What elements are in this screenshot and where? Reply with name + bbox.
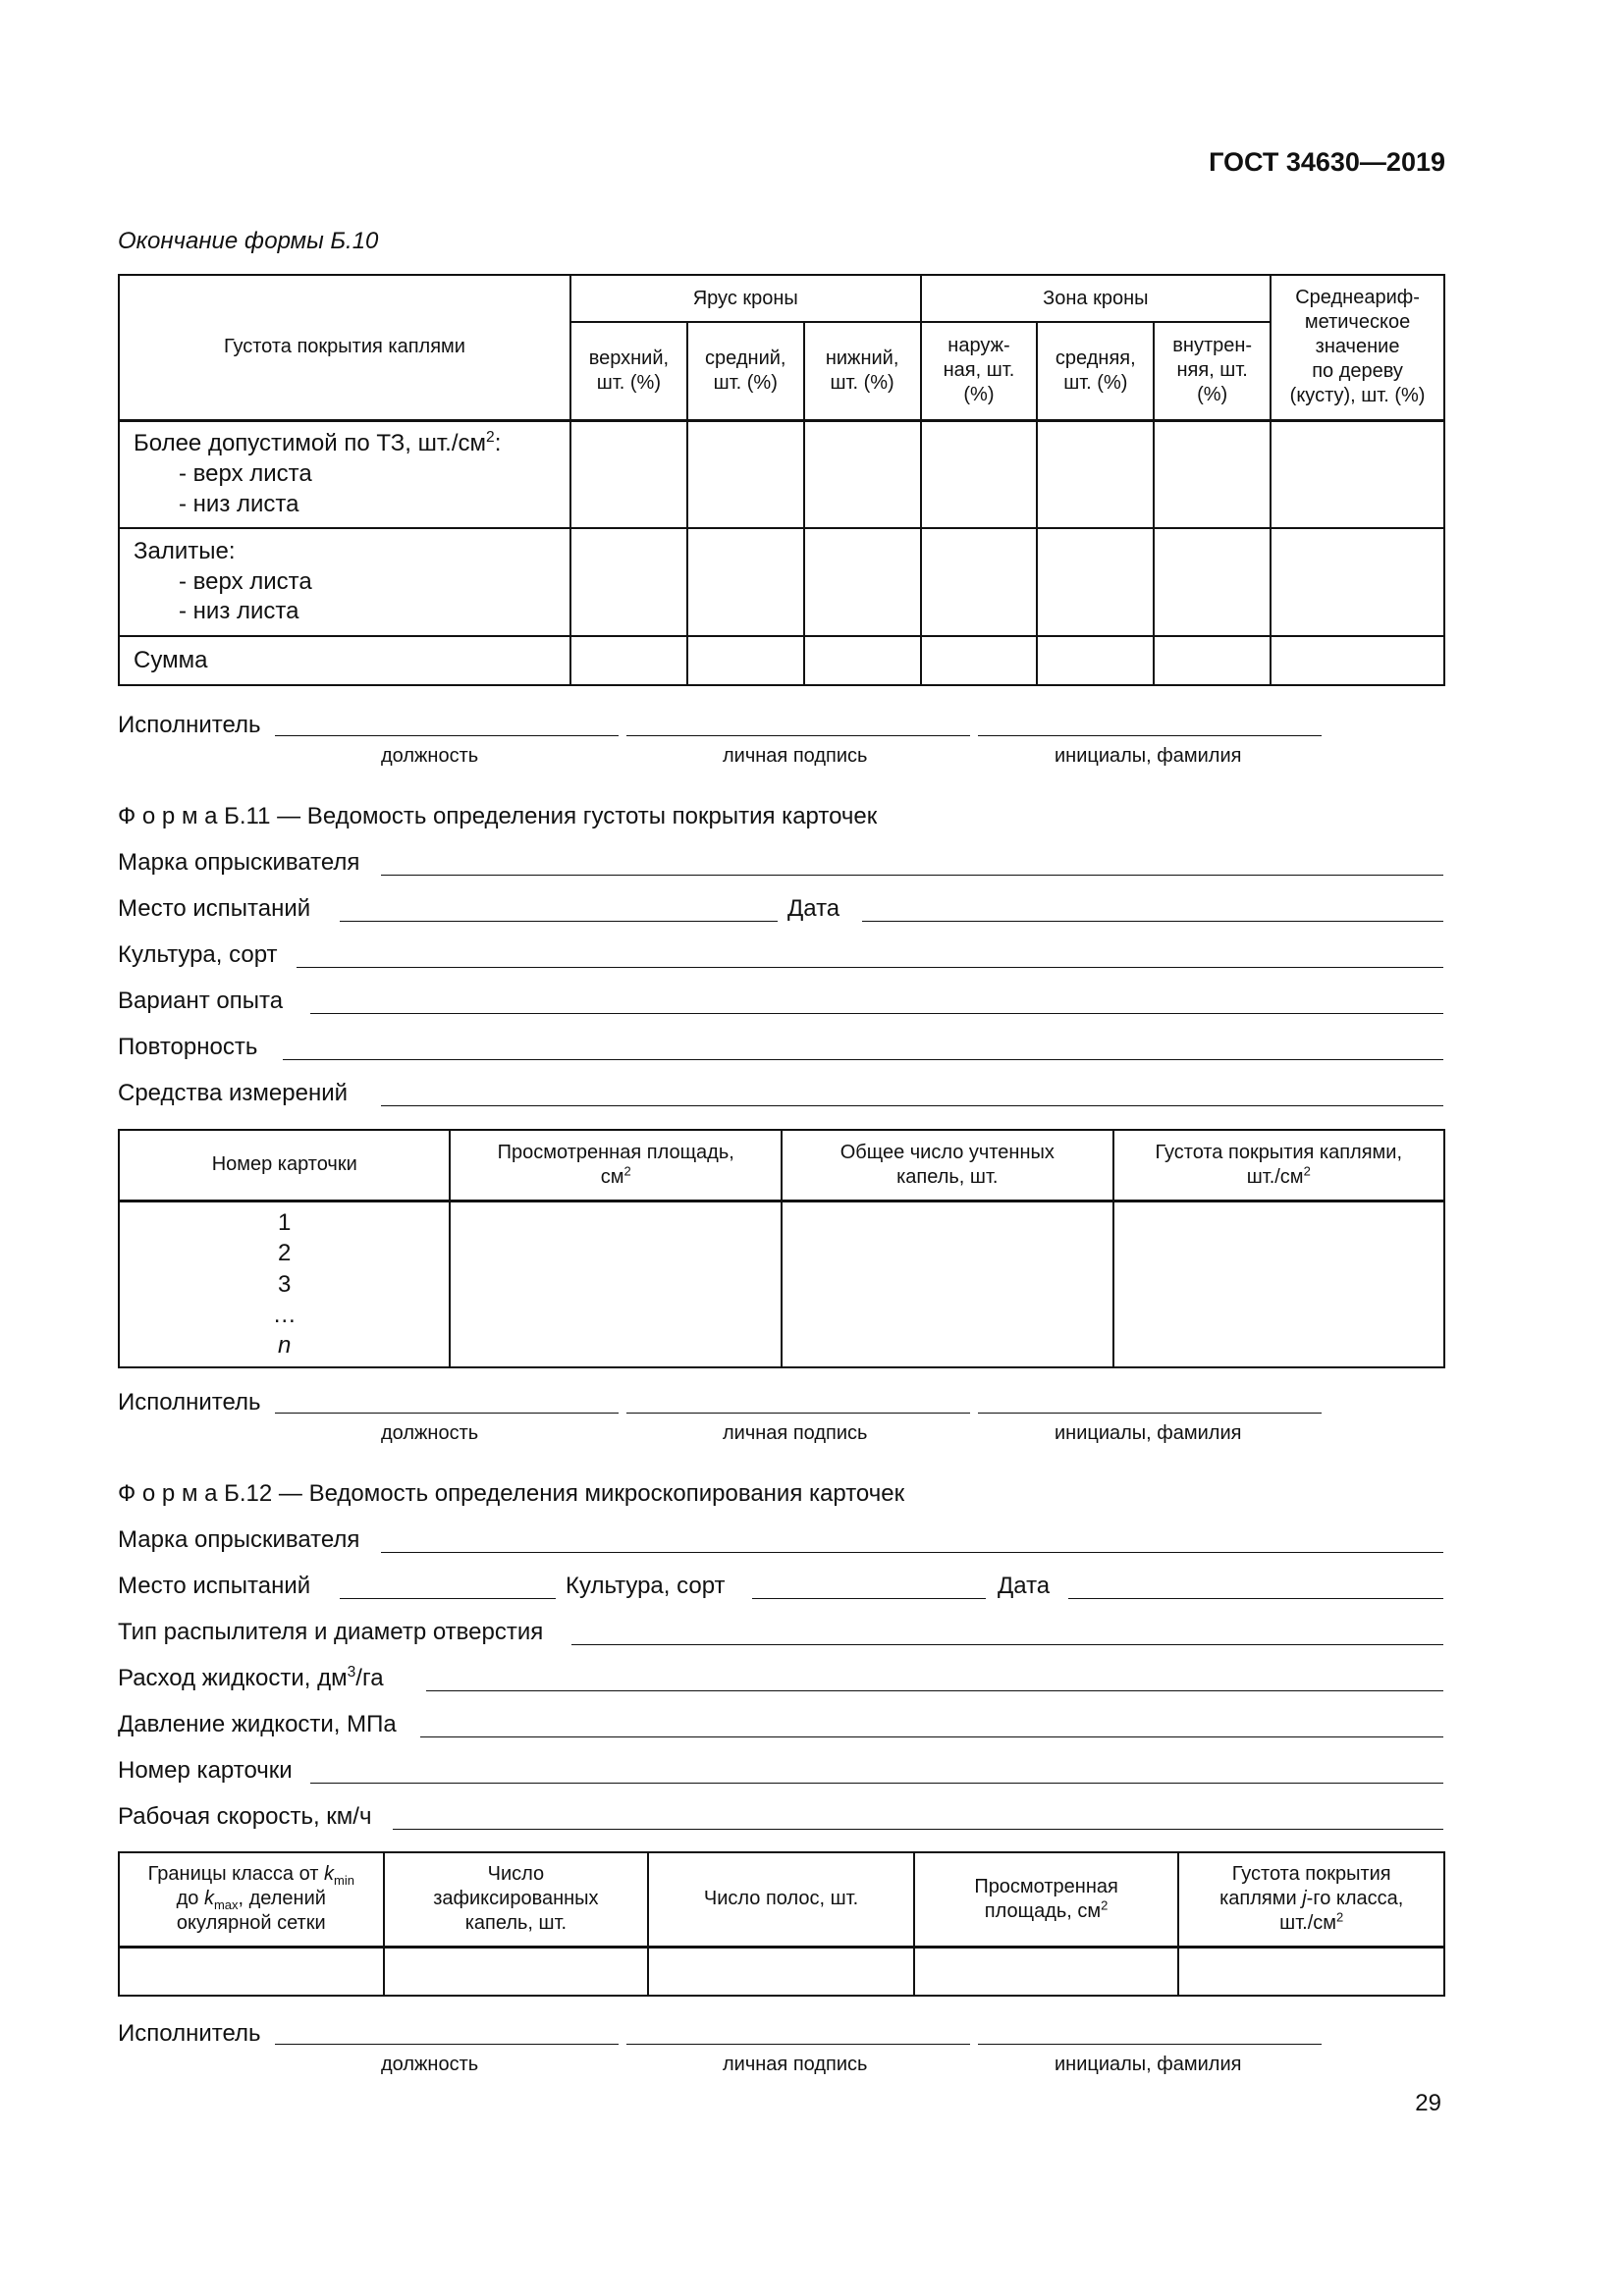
header-viewed-area: Просмотренная площадь, $см^2$ — [450, 1130, 782, 1201]
position-field[interactable] — [275, 1413, 619, 1414]
header-total-drops: Общее число учтенных капель, шт. — [782, 1130, 1112, 1201]
test-place-input[interactable] — [340, 1598, 556, 1599]
table-cell[interactable] — [1271, 420, 1444, 528]
table-cell[interactable] — [1178, 1947, 1444, 1996]
header-crown-zone: Зона кроны — [921, 275, 1272, 322]
table-cell[interactable] — [384, 1947, 649, 1996]
form-b12-title: Ф о р м а Б.12 — Ведомость определения микроскопирования карточек — [118, 1480, 905, 1507]
date-label: Дата — [787, 895, 840, 922]
culture-label: Культура, сорт — [566, 1573, 726, 1599]
table-cell[interactable] — [921, 528, 1038, 636]
repeat-input[interactable] — [283, 1059, 1443, 1060]
table-cell[interactable] — [570, 636, 687, 685]
table-cell[interactable] — [1037, 528, 1154, 636]
table-cell[interactable] — [1154, 636, 1271, 685]
header-class-bounds: Границы класса от $k_{min}$ до $k_{max}$, делений окулярной сетки — [119, 1852, 384, 1947]
header-class-density: Густота покрытия каплями j-го класса, $шт./см^2$ — [1178, 1852, 1444, 1947]
executor-label: Исполнитель — [118, 1389, 261, 1415]
card-number-label: Номер карточки — [118, 1757, 293, 1784]
nozzle-label: Тип распылителя и диаметр отверстия — [118, 1619, 544, 1645]
date-input[interactable] — [862, 921, 1443, 922]
table-cell[interactable] — [1037, 636, 1154, 685]
form-b10-continuation: Окончание формы Б.10 — [118, 228, 379, 254]
date-input[interactable] — [1068, 1598, 1443, 1599]
row-sum: Сумма — [119, 636, 570, 685]
header-mean-value: Среднеариф- метическое значение по дереву (кусту), шт. (%) — [1271, 275, 1444, 420]
card-number-input[interactable] — [310, 1783, 1443, 1784]
speed-label: Рабочая скорость, км/ч — [118, 1803, 372, 1830]
table-cell[interactable] — [804, 636, 921, 685]
table-cell[interactable] — [804, 420, 921, 528]
form-b10-table — [118, 274, 1445, 686]
pressure-input[interactable] — [420, 1736, 1443, 1737]
table-cell[interactable] — [804, 528, 921, 636]
date-label: Дата — [998, 1573, 1051, 1599]
header-zone-outer: наруж- ная, шт. (%) — [921, 322, 1038, 420]
executor-label: Исполнитель — [118, 712, 261, 738]
variant-input[interactable] — [310, 1013, 1443, 1014]
name-caption: инициалы, фамилия — [1055, 1422, 1242, 1444]
header-zone-inner: внутрен- няя, шт. (%) — [1154, 322, 1271, 420]
signature-field[interactable] — [626, 735, 970, 736]
header-viewed-area: Просмотренная площадь, $см^2$ — [914, 1852, 1179, 1947]
table-cell[interactable] — [1154, 528, 1271, 636]
table-cell[interactable] — [1113, 1201, 1444, 1367]
sprayer-input[interactable] — [381, 1552, 1443, 1553]
header-drop-density: Густота покрытия каплями, $шт./см^2$ — [1113, 1130, 1444, 1201]
culture-input[interactable] — [752, 1598, 986, 1599]
header-crown-tier: Ярус кроны — [570, 275, 921, 322]
signature-field[interactable] — [626, 1413, 970, 1414]
header-tier-lower: нижний, шт. (%) — [804, 322, 921, 420]
header-zone-middle: средняя, шт. (%) — [1037, 322, 1154, 420]
header-card-number: Номер карточки — [119, 1130, 450, 1201]
table-cell[interactable] — [119, 1947, 384, 1996]
table-cell[interactable] — [1037, 420, 1154, 528]
name-field[interactable] — [978, 2044, 1322, 2045]
table-cell[interactable] — [921, 636, 1038, 685]
header-coverage-density: Густота покрытия каплями — [119, 275, 570, 420]
name-field[interactable] — [978, 735, 1322, 736]
header-tier-middle: средний, шт. (%) — [687, 322, 804, 420]
culture-input[interactable] — [297, 967, 1443, 968]
signature-field[interactable] — [626, 2044, 970, 2045]
test-place-label: Место испытаний — [118, 895, 311, 922]
position-field[interactable] — [275, 735, 619, 736]
table-cell[interactable] — [687, 636, 804, 685]
sprayer-label: Марка опрыскивателя — [118, 849, 360, 876]
header-tier-upper: верхний, шт. (%) — [570, 322, 687, 420]
position-caption: должность — [381, 745, 479, 767]
name-caption: инициалы, фамилия — [1055, 745, 1242, 767]
variant-label: Вариант опыта — [118, 988, 284, 1014]
nozzle-input[interactable] — [571, 1644, 1443, 1645]
name-caption: инициалы, фамилия — [1055, 2054, 1242, 2075]
signature-caption: личная подпись — [723, 2054, 868, 2075]
table-cell[interactable] — [1154, 420, 1271, 528]
table-cell[interactable] — [570, 528, 687, 636]
form-b12-table — [118, 1851, 1445, 1997]
form-b11-table — [118, 1129, 1445, 1368]
table-cell[interactable] — [570, 420, 687, 528]
name-field[interactable] — [978, 1413, 1322, 1414]
signature-caption: личная подпись — [723, 1422, 868, 1444]
flow-input[interactable] — [426, 1690, 1443, 1691]
position-field[interactable] — [275, 2044, 619, 2045]
tools-label: Средства измерений — [118, 1080, 349, 1106]
form-b11-title: Ф о р м а Б.11 — Ведомость определения густоты покрытия карточек — [118, 803, 878, 829]
sprayer-input[interactable] — [381, 875, 1443, 876]
repeat-label: Повторность — [118, 1034, 258, 1060]
test-place-input[interactable] — [340, 921, 778, 922]
table-cell[interactable] — [450, 1201, 782, 1367]
table-cell[interactable] — [687, 420, 804, 528]
table-cell[interactable] — [914, 1947, 1179, 1996]
signature-caption: личная подпись — [723, 745, 868, 767]
table-cell[interactable] — [1271, 636, 1444, 685]
flow-label: Расход жидкости, $дм^3/га$ — [118, 1664, 384, 1691]
table-cell[interactable] — [687, 528, 804, 636]
row-flooded: Залитые: - верх листа - низ листа — [119, 528, 570, 636]
table-cell[interactable] — [1271, 528, 1444, 636]
speed-input[interactable] — [393, 1829, 1443, 1830]
page-number: 29 — [1415, 2090, 1441, 2116]
sprayer-label: Марка опрыскивателя — [118, 1526, 360, 1553]
test-place-label: Место испытаний — [118, 1573, 311, 1599]
executor-label: Исполнитель — [118, 2020, 261, 2047]
culture-label: Культура, сорт — [118, 941, 278, 968]
tools-input[interactable] — [381, 1105, 1443, 1106]
card-numbers: 1 2 3 … n — [119, 1201, 450, 1367]
position-caption: должность — [381, 2054, 479, 2075]
document-standard-number: ГОСТ 34630—2019 — [1209, 147, 1445, 177]
table-cell[interactable] — [921, 420, 1038, 528]
table-cell[interactable] — [648, 1947, 913, 1996]
position-caption: должность — [381, 1422, 479, 1444]
header-stripes-count: Число полос, шт. — [648, 1852, 913, 1947]
header-recorded-drops: Число зафиксированных капель, шт. — [384, 1852, 649, 1947]
table-cell[interactable] — [782, 1201, 1112, 1367]
row-above-allowed: Более допустимой по ТЗ, $шт./см^2$: - верх листа - низ листа — [119, 420, 570, 528]
pressure-label: Давление жидкости, МПа — [118, 1711, 397, 1737]
